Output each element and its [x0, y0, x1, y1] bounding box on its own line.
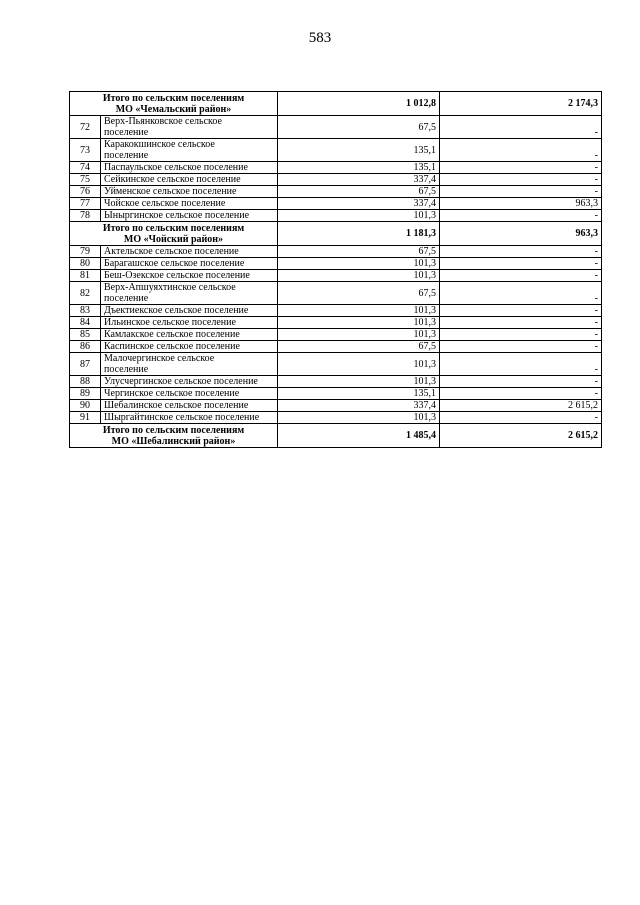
- settlement-name: [101, 116, 278, 139]
- table-row: [70, 317, 602, 329]
- row-number: 90: [70, 400, 101, 412]
- value-2: -: [440, 162, 602, 174]
- subtotal-value2: 2 174,3: [440, 92, 602, 116]
- value-1: 135,1: [278, 139, 440, 162]
- row-number: 84: [70, 317, 101, 329]
- value-2: -: [440, 258, 602, 270]
- settlement-name: Чойское сельское поселение: [101, 198, 278, 210]
- value-2: -: [440, 282, 602, 305]
- row-number: 76: [70, 186, 101, 198]
- row-number: 85: [70, 329, 101, 341]
- value-1: 101,3: [278, 412, 440, 424]
- row-number: 87: [70, 353, 101, 376]
- subtotal-label-line1: Итого по сельским поселениям: [102, 92, 245, 104]
- settlement-name: [101, 139, 278, 162]
- table-row: [70, 186, 602, 198]
- table-row: [70, 139, 602, 162]
- subtotal-value1: 1 012,8: [278, 92, 440, 116]
- settlement-name: [101, 282, 278, 305]
- settlement-name-line1: Каракокшинское сельское: [104, 139, 215, 150]
- subtotal-value2: 963,3: [440, 222, 602, 246]
- subtotal-label: [70, 92, 278, 116]
- value-2: -: [440, 186, 602, 198]
- settlement-name: Улусчергинское сельское поселение: [101, 376, 278, 388]
- value-2: -: [440, 353, 602, 376]
- value-1: 337,4: [278, 198, 440, 210]
- value-1: 101,3: [278, 305, 440, 317]
- value-2: -: [440, 412, 602, 424]
- value-2: -: [440, 388, 602, 400]
- value-1: 67,5: [278, 186, 440, 198]
- budget-table: [69, 91, 602, 448]
- settlement-name: Актельское сельское поселение: [101, 246, 278, 258]
- value-2: 963,3: [440, 198, 602, 210]
- row-number: 80: [70, 258, 101, 270]
- settlement-name: Каспинское сельское поселение: [101, 341, 278, 353]
- row-number: 77: [70, 198, 101, 210]
- subtotal-value1: 1 181,3: [278, 222, 440, 246]
- settlement-name: Ыныргинское сельское поселение: [101, 210, 278, 222]
- subtotal-label-line2: МО «Чемальский район»: [115, 103, 232, 115]
- value-2: -: [440, 210, 602, 222]
- settlement-name-line2: поселение: [104, 150, 149, 161]
- value-1: 101,3: [278, 258, 440, 270]
- table-row: [70, 246, 602, 258]
- settlement-name-line2: поселение: [104, 127, 149, 138]
- row-number: 91: [70, 412, 101, 424]
- row-number: 82: [70, 282, 101, 305]
- settlement-name-line1: Верх-Пьянковское сельское: [104, 116, 222, 127]
- row-number: 72: [70, 116, 101, 139]
- settlement-name: Чергинское сельское поселение: [101, 388, 278, 400]
- value-1: 101,3: [278, 376, 440, 388]
- page-number: 583: [308, 30, 332, 46]
- settlement-name: Ильинское сельское поселение: [101, 317, 278, 329]
- value-1: 67,5: [278, 282, 440, 305]
- settlement-name-line2: поселение: [104, 293, 149, 304]
- settlement-name: Дъектиекское сельское поселение: [101, 305, 278, 317]
- settlement-name: Сейкинское сельское поселение: [101, 174, 278, 186]
- value-1: 67,5: [278, 246, 440, 258]
- row-number: 83: [70, 305, 101, 317]
- value-1: 101,3: [278, 353, 440, 376]
- value-1: 101,3: [278, 270, 440, 282]
- settlement-name: Беш-Озекское сельское поселение: [101, 270, 278, 282]
- settlement-name-line1: Малочергинское сельское: [104, 353, 215, 364]
- value-2: -: [440, 341, 602, 353]
- value-1: 337,4: [278, 174, 440, 186]
- settlement-name: Уйменское сельское поселение: [101, 186, 278, 198]
- value-1: 67,5: [278, 116, 440, 139]
- table-row: [70, 305, 602, 317]
- value-2: -: [440, 376, 602, 388]
- table-row: [70, 388, 602, 400]
- settlement-name: Барагашское сельское поселение: [101, 258, 278, 270]
- table-row: [70, 270, 602, 282]
- subtotal-value1: 1 485,4: [278, 424, 440, 448]
- table-row: [70, 412, 602, 424]
- row-number: 89: [70, 388, 101, 400]
- value-2: -: [440, 305, 602, 317]
- table-row: [70, 329, 602, 341]
- table-row: [70, 353, 602, 376]
- subtotal-row: [70, 424, 602, 448]
- value-1: 101,3: [278, 329, 440, 341]
- subtotal-row: [70, 92, 602, 116]
- settlement-name: Камлакское сельское поселение: [101, 329, 278, 341]
- value-2: -: [440, 174, 602, 186]
- value-2: -: [440, 329, 602, 341]
- table-row: [70, 210, 602, 222]
- value-2: -: [440, 246, 602, 258]
- subtotal-label-line2: МО «Чойский район»: [123, 233, 224, 245]
- table-row: [70, 400, 602, 412]
- table-row: [70, 174, 602, 186]
- row-number: 86: [70, 341, 101, 353]
- settlement-name: [101, 353, 278, 376]
- value-1: 337,4: [278, 400, 440, 412]
- value-2: -: [440, 116, 602, 139]
- value-1: 67,5: [278, 341, 440, 353]
- table-row: [70, 162, 602, 174]
- value-2: -: [440, 139, 602, 162]
- subtotal-label-line1: Итого по сельским поселениям: [102, 222, 245, 234]
- subtotal-value2: 2 615,2: [440, 424, 602, 448]
- table-body: [70, 92, 602, 448]
- settlement-name: Паспаульское сельское поселение: [101, 162, 278, 174]
- row-number: 79: [70, 246, 101, 258]
- value-1: 101,3: [278, 317, 440, 329]
- subtotal-label-line2: МО «Шебалинский район»: [111, 435, 236, 447]
- table-row: [70, 282, 602, 305]
- value-1: 135,1: [278, 162, 440, 174]
- row-number: 74: [70, 162, 101, 174]
- row-number: 88: [70, 376, 101, 388]
- subtotal-label: [70, 424, 278, 448]
- settlement-name: Шебалинское сельское поселение: [101, 400, 278, 412]
- table-row: [70, 258, 602, 270]
- subtotal-row: [70, 222, 602, 246]
- table-row: [70, 376, 602, 388]
- row-number: 75: [70, 174, 101, 186]
- value-1: 101,3: [278, 210, 440, 222]
- table-row: [70, 116, 602, 139]
- row-number: 73: [70, 139, 101, 162]
- row-number: 78: [70, 210, 101, 222]
- table-row: [70, 198, 602, 210]
- value-2: 2 615,2: [440, 400, 602, 412]
- value-2: -: [440, 317, 602, 329]
- table-row: [70, 341, 602, 353]
- settlement-name-line1: Верх-Апшуяхтинское сельское: [104, 282, 236, 293]
- value-2: -: [440, 270, 602, 282]
- row-number: 81: [70, 270, 101, 282]
- settlement-name-line2: поселение: [104, 364, 149, 375]
- settlement-name: Шыргайтинское сельское поселение: [101, 412, 278, 424]
- subtotal-label: [70, 222, 278, 246]
- value-1: 135,1: [278, 388, 440, 400]
- subtotal-label-line1: Итого по сельским поселениям: [102, 424, 245, 436]
